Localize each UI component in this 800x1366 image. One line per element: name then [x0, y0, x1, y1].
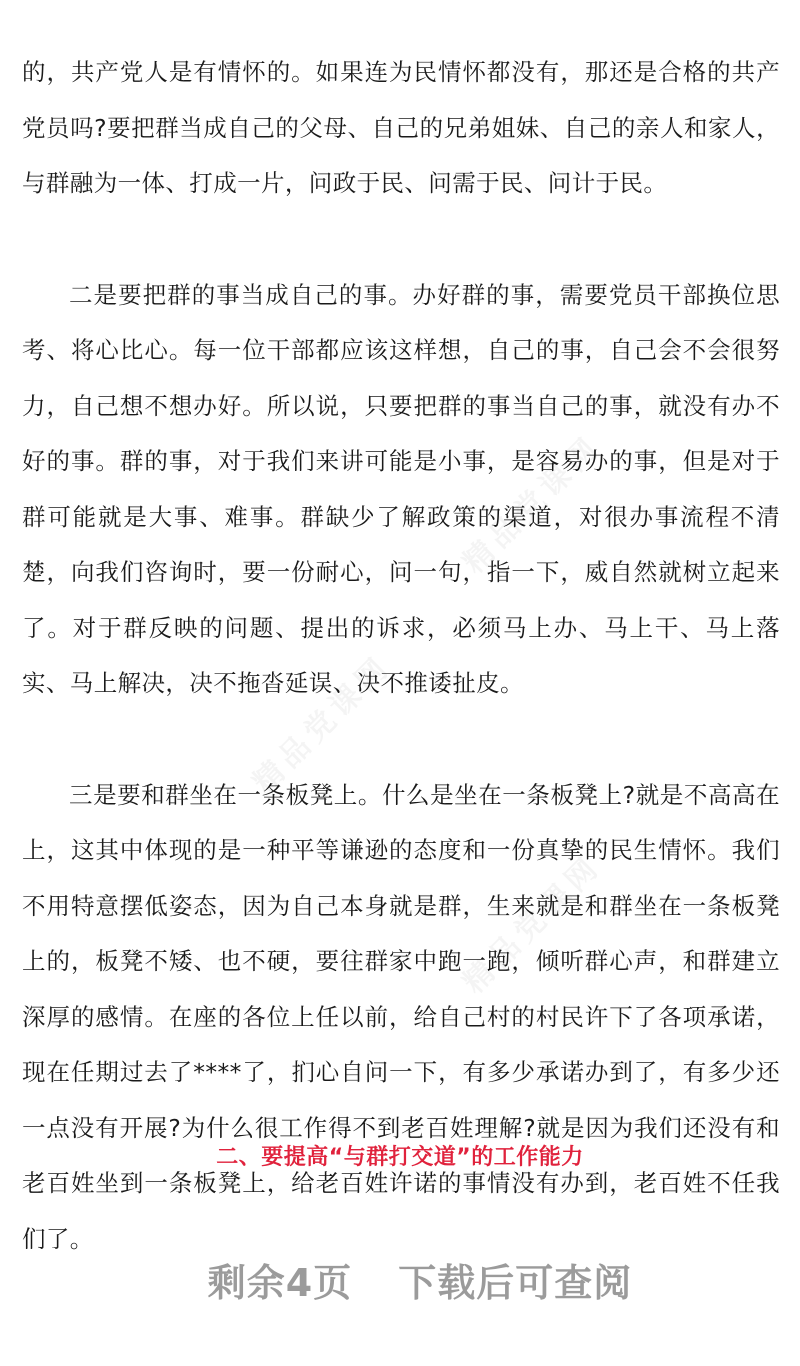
- paragraph-3: 三是要和群坐在一条板凳上。什么是坐在一条板凳上?就是不高高在上，这其中体现的是一种平等谦逊的态度和一份真挚的民生情怀。我们不用特意摆低姿态，因为自己本身就是群，生来就是和群坐在一条板凳上的，板凳不矮、也不硬，要往群家中跑一跑，倾听群心声，和群建立深厚的感情。在座的各位上任以前，给自己村的村民许下了各项承诺，现在任期过去了****了，扪心自问一下，有多少承诺办到了，有多少还一点没有开展?为什么很工作得不到老百姓理解?就是因为我们还没有和老百姓坐到一条板凳上，给老百姓许诺的事情没有办到，老百姓不任我们了。: [22, 780, 780, 1253]
- remaining-pages-label: 剩余4页: [207, 1261, 353, 1305]
- section-heading: 二、要提高“与群打交道”的工作能力: [216, 1145, 584, 1170]
- paragraph-1: 的，共产党人是有情怀的。如果连为民情怀都没有，那还是合格的共产党员吗?要把群当成自己的父母、自己的兄弟姐妹、自己的亲人和家人，与群融为一体、打成一片，问政于民、问需于民、问计于民。: [22, 58, 780, 197]
- download-prompt-label: 下载后可查阅: [398, 1261, 633, 1305]
- document-body: [22, 45, 780, 1267]
- paragraph-2: 二是要把群的事当成自己的事。办好群的事，需要党员干部换位思考、将心比心。每一位干部都应该这样想，自己的事，自己会不会很努力，自己想不想办好。所以说，只要把群的事当自己的事，就没有办不好的事。群的事，对于我们来讲可能是小事，是容易办的事，但是对于群可能就是大事、难事。群缺少了解政策的渠道，对很办事流程不清楚，向我们咨询时，要一份耐心，问一句，指一下，威自然就树立起来了。对于群反映的问题、提出的诉求，必须马上办、马上干、马上落实、马上解决，决不拖沓延误、决不推诿扯皮。: [22, 280, 780, 697]
- download-notice[interactable]: [0, 1258, 800, 1308]
